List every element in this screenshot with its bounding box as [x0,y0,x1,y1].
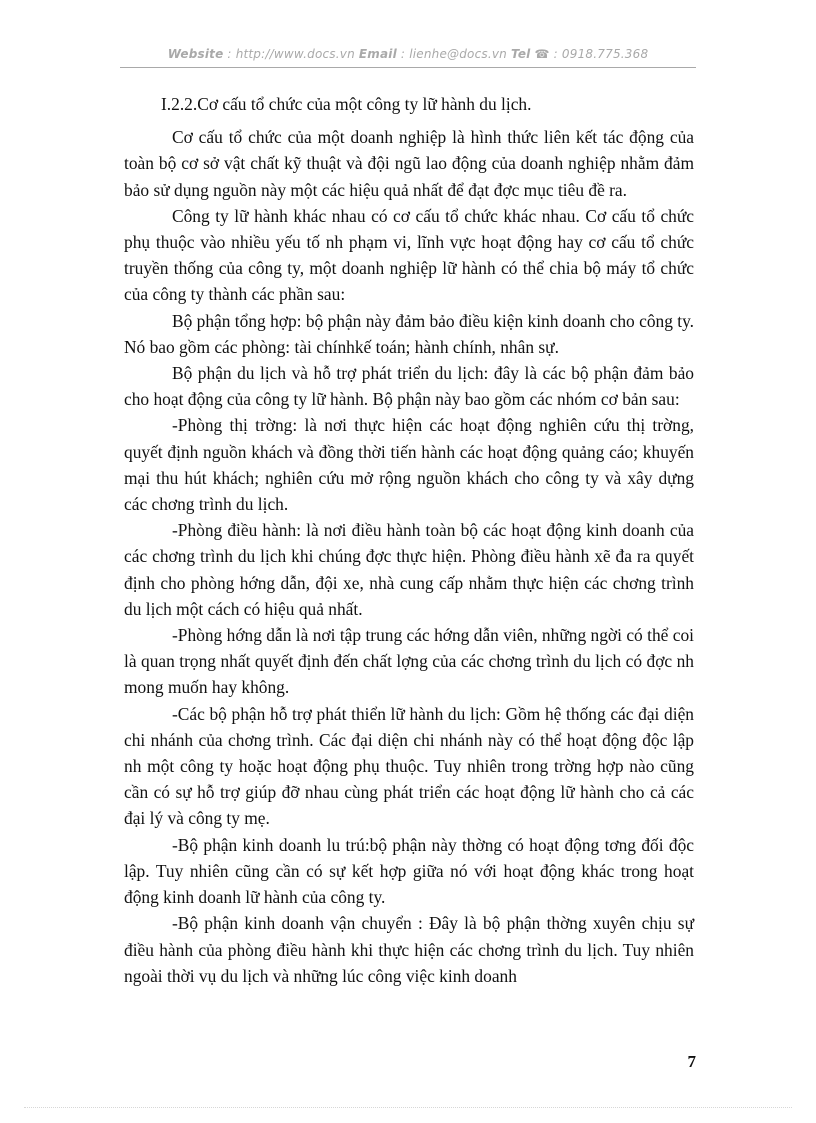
page-header [120,47,696,61]
paragraph: -Bộ phận kinh doanh vận chuyển : Đây là bộ phận thờng xuyên chịu sự điều hành của phòng điều hành khi thực hiện các chơng trình du lịch. Tuy nhiên ngoài thời vụ du lịch và những lúc công việc kinh doanh [124,913,694,986]
header-divider [120,67,696,68]
tel-value: ☎ : 0918.775.368 [530,47,649,61]
paragraph: Bộ phận du lịch và hỗ trợ phát triển du lịch: đây là các bộ phận đảm bảo cho hoạt động của công ty lữ hành. Bộ phận này bao gồm các nhóm cơ bản sau: [124,363,694,410]
website-label: Website [167,47,224,61]
tel-label: Tel [510,47,531,61]
document-body [124,91,694,989]
website-value: : http://www.docs.vn [223,47,359,61]
email-label: Email [358,47,397,61]
paragraph: Bộ phận tổng hợp: bộ phận này đảm bảo điều kiện kinh doanh cho công ty. Nó bao gồm các phòng: tài chínhkế toán; hành chính, nhân sự. [124,310,694,357]
paragraph: -Phòng hớng dẫn là nơi tập trung các hớng dẫn viên, những ngời có thể coi là quan trọng nhất quyết định đến chất lợng của các chơng trình du lịch có đợc nh mong muốn hay không. [124,625,694,698]
paragraph: -Bộ phận kinh doanh lu trú:bộ phận này thờng có hoạt động tơng đối độc lập. Tuy nhiên cũng cần có sự kết hợp giữa nó với hoạt động khác trong hoạt động kinh doanh lữ hành của công ty. [124,834,694,908]
paragraph: Công ty lữ hành khác nhau có cơ cấu tổ chức khác nhau. Cơ cấu tổ chức phụ thuộc vào nhiều yếu tố nh phạm vi, lĩnh vực hoạt động hay cơ cấu tổ chức truyền thống của công ty, một doanh nghiệp lữ hành có thể chia bộ máy tổ chức của công ty thành các phần sau: [124,205,694,305]
paragraph: -Phòng thị trờng: là nơi thực hiện các hoạt động nghiên cứu thị trờng, quyết định nguồn khách và đồng thời tiến hành các hoạt động quảng cáo; khuyến mại thu hút khách; nghiên cứu mở rộng nguồn khách cho công ty và xây dựng các chơng trình du lịch. [124,415,694,515]
section-heading: I.2.2.Cơ cấu tổ chức của một công ty lữ hành du lịch. [161,94,532,114]
paragraph: Cơ cấu tổ chức của một doanh nghiệp là hình thức liên kết tác động của toàn bộ cơ sở vật chất kỹ thuật và đội ngũ lao động của doanh nghiệp nhằm đảm bảo sử dụng nguồn này một các hiệu quả nhất để đạt đợc mục tiêu đề ra. [124,127,694,200]
paragraph: -Phòng điều hành: là nơi điều hành toàn bộ các hoạt động kinh doanh của các chơng trình du lịch khi chúng đợc thực hiện. Phòng điều hành xẽ đa ra quyết định cho phòng hớng dẫn, đội xe, nhà cung cấp nhằm thực hiện các chơng trình du lịch một cách có hiệu quả nhất. [124,520,694,619]
email-value: : lienhe@docs.vn [396,47,511,61]
page-number: 7 [687,1052,696,1071]
footer-divider [24,1107,792,1108]
paragraph: -Các bộ phận hỗ trợ phát thiển lữ hành du lịch: Gồm hệ thống các đại diện chi nhánh của chơng trình. Các đại diện chi nhánh này có thể hoạt động độc lập nh một công ty hoặc hoạt động phụ thuộc. Tuy nhiên trong trờng hợp nào cũng cần có sự hỗ trợ giúp đỡ nhau cùng phát triển các hoạt động lữ hành cho cả các đại lý và công ty mẹ. [124,703,694,829]
